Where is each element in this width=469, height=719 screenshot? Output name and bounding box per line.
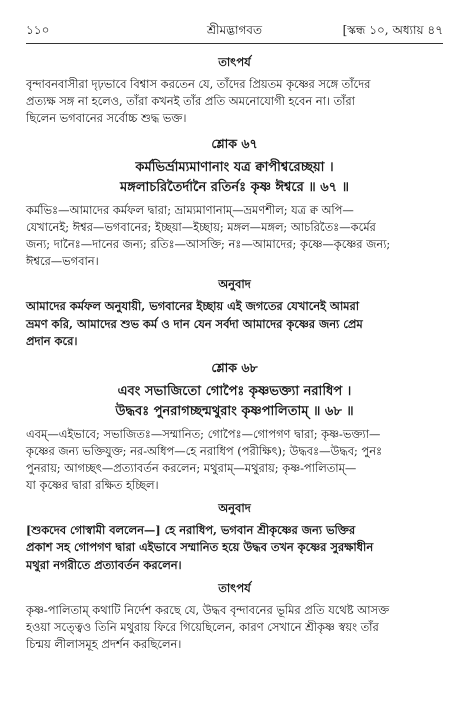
header-rule [26, 43, 443, 44]
translation-heading: অনুবাদ [218, 277, 251, 291]
book-title: শ্রীমদ্ভাগবত [206, 23, 262, 37]
synonym-line: যেখানেই; ঈশ্বর—ভগবানের; ইচ্ছয়া—ইচ্ছায়; মঙ্গল—মঙ্গল; আচরিতৈঃ—কর্মের [26, 220, 376, 234]
translation-text [26, 298, 443, 351]
verse-line: মঙ্গলাচরিতৈর্দানৈ রতির্নঃ কৃষ্ণ ঈশ্বরে ॥ ৬৭ ॥ [120, 180, 349, 195]
translation-line: আমাদের কর্মফল অনুযায়ী, ভগবানের ইচ্ছায় এই জগতের যেখানেই আমরা [26, 299, 360, 313]
synonym-line: পুনরায়; আগচ্ছৎ—প্রত্যাবর্তন করলেন; মথুরাম্‌—মথুরায়; কৃষ্ণ-পালিতাম্‌— [26, 460, 357, 475]
purport-text [26, 602, 443, 653]
verse-line: উদ্ধবঃ পুনরাগচ্ছন্মথুরাং কৃষ্ণপালিতাম্‌ ॥ ৬৮ ॥ [115, 403, 354, 419]
synonym-line: ঈশ্বরে—ভগবান। [26, 254, 99, 268]
text-line: চিন্ময় লীলাসমূহ প্রদর্শন করছিলেন। [26, 637, 182, 651]
synonym-line: এবম্‌—এইভাবে; সভাজিতঃ—সম্মানিত; গোপৈঃ—গোপগণ দ্বারা; কৃষ্ণ-ভক্ত্যা— [26, 426, 381, 441]
translation-line: প্রকাশ সহ গোপগণ দ্বারা এইভাবে সম্মানিত হয়ে উদ্ধব তখন কৃষ্ণের সুরক্ষাধীন [26, 540, 374, 554]
text-line: কৃষ্ণ-পালিতাম্‌ কথাটি নির্দেশ করছে যে, উদ্ধব বৃন্দাবনের ভূমির প্রতি যথেষ্ট আসক্ত [26, 603, 390, 617]
verse-line: কর্মভির্ভ্রাম্যমাণানাং যত্র ক্বাপীশ্বরেচ্ছয়া । [135, 160, 334, 175]
verse-title: শ্লোক ৬৭ [211, 136, 258, 151]
verse-title: শ্লোক ৬৮ [211, 359, 258, 375]
purport-text [26, 76, 443, 127]
purport-heading: তাৎপর্য [218, 581, 251, 595]
translation-line: ভ্রমণ করি, আমাদের শুভ কর্ম ও দান যেন সর্বদা আমাদের কৃষ্ণের জন্য প্রেম [26, 316, 363, 331]
synonyms [26, 202, 443, 270]
translation-line: প্রদান করে। [26, 334, 78, 348]
page-header [26, 22, 443, 40]
synonym-line: কৃষ্ণের জন্য ভক্তিযুক্ত; নর-অধিপ—হে নরাধিপ (পরীক্ষিৎ); উদ্ধবঃ—উদ্ধব; পুনঃ [26, 443, 383, 458]
translation-line: মথুরা নগরীতে প্রত্যাবর্তন করলেন। [26, 557, 182, 572]
translation-line: [শুকদেব গোস্বামী বললেন—] হে নরাধিপ, ভগবান শ্রীকৃষ্ণের জন্য ভক্তির [26, 522, 356, 537]
text-line: বৃন্দাবনবাসীরা দৃঢ়ভাবে বিশ্বাস করতেন যে, তাঁদের প্রিয়তম কৃষ্ণের সঙ্গে তাঁদের [26, 77, 371, 91]
synonyms [26, 426, 443, 494]
text-line: প্রত্যক্ষ সঙ্গ না হলেও, তাঁরা কখনই তাঁর প্রতি অমনোযোগী হবেন না। তাঁরা [26, 94, 355, 108]
translation-text [26, 522, 443, 575]
synonym-line: জন্য; দানৈঃ—দানের জন্য; রতিঃ—আসক্তি; নঃ—আমাদের; কৃষ্ণে—কৃষ্ণের জন্য; [26, 237, 391, 251]
verse-line: এবং সভাজিতো গোপৈঃ কৃষ্ণভক্ত্যা নরাধিপ । [117, 383, 352, 399]
text-line: হওয়া সত্ত্বেও তিনি মথুরায় ফিরে গিয়েছিলেন, কারণ সেখানে শ্রীকৃষ্ণ স্বয়ং তাঁর [26, 620, 379, 634]
chapter-reference: [স্কন্ধ ১০, অধ্যায় ৪৭ [342, 23, 443, 37]
page-number: ১১০ [26, 23, 50, 37]
synonym-line: যা কৃষ্ণের দ্বারা রক্ষিত হচ্ছিল। [26, 477, 159, 492]
text-line: ছিলেন ভগবানের সর্বোচ্চ শুদ্ধ ভক্ত। [26, 111, 187, 125]
translation-heading: অনুবাদ [218, 500, 251, 515]
purport-heading: তাৎপর্য [218, 55, 251, 69]
synonym-line: কর্মভিঃ—আমাদের কর্মফল দ্বারা; ভ্রাম্যমাণানাম্‌—ভ্রমণশীল; যত্র ক্ব অপি— [26, 203, 354, 217]
